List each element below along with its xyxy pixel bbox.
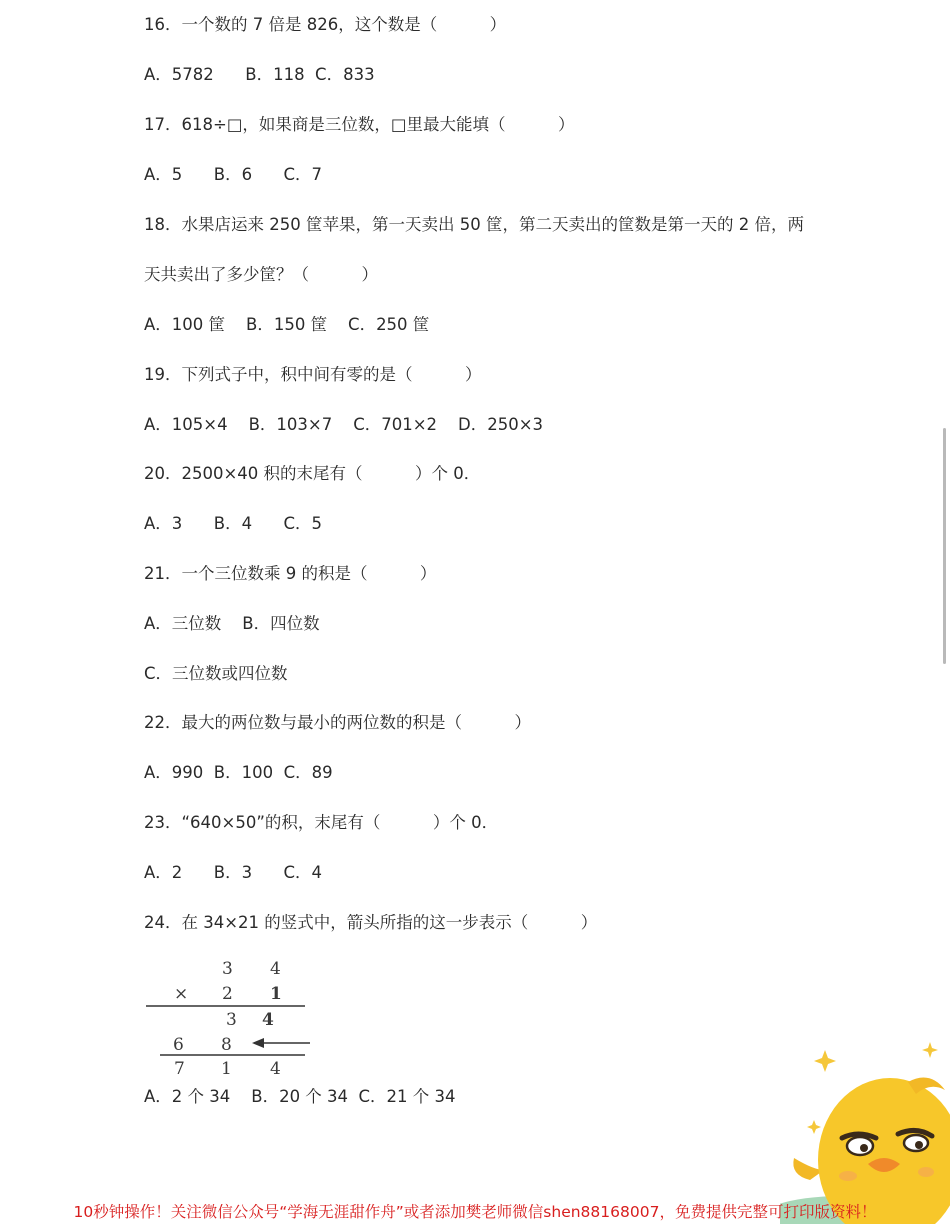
scrollbar-thumb[interactable]: [943, 428, 946, 664]
question-22: 22．最大的两位数与最小的两位数的积是（ ）: [144, 713, 531, 732]
options-21-ab: A．三位数 B．四位数: [144, 614, 320, 633]
options-18: A．100 筐 B．150 筐 C．250 筐: [144, 315, 430, 334]
calc-times-sign: ×: [174, 984, 189, 1004]
question-21: 21．一个三位数乘 9 的积是（ ）: [144, 564, 437, 583]
question-18-line2: 天共卖出了多少筐？（ ）: [144, 265, 378, 284]
blush-icon: [839, 1171, 857, 1181]
calc-digit: 2: [222, 984, 233, 1004]
calc-digit: 1: [270, 984, 282, 1004]
options-17: A．5 B．6 C．7: [144, 165, 323, 184]
chick-mascot-icon: [780, 1030, 950, 1224]
calc-digit: 6: [173, 1035, 184, 1055]
sparkle-icon: [814, 1050, 836, 1072]
options-16: A．5782 B．118 C．833: [144, 65, 375, 84]
options-24: A．2 个 34 B．20 个 34 C．21 个 34: [144, 1087, 456, 1106]
options-22: A．990 B．100 C．89: [144, 763, 333, 782]
calc-digit: 3: [226, 1010, 237, 1030]
sparkle-icon: [922, 1042, 938, 1058]
blush-icon: [918, 1167, 934, 1177]
question-20: 20．2500×40 积的末尾有（ ）个 0．: [144, 464, 481, 483]
question-23: 23．“640×50”的积，末尾有（ ）个 0．: [144, 813, 499, 832]
options-21-c: C．三位数或四位数: [144, 664, 288, 683]
question-24: 24．在 34×21 的竖式中，箭头所指的这一步表示（ ）: [144, 913, 598, 932]
eye-icon: [847, 1137, 873, 1155]
question-17: 17．618÷□，如果商是三位数，□里最大能填（ ）: [144, 115, 575, 134]
calc-digit: 1: [221, 1059, 232, 1079]
pupil-icon: [860, 1144, 868, 1152]
footer-notice: 10秒钟操作！关注微信公众号“学海无涯甜作舟”或者添加樊老师微信shen88168007，免费提供完整可打印版资料！: [73, 1203, 877, 1221]
arrow-left-icon: [252, 1038, 264, 1048]
calc-digit: 4: [262, 1010, 274, 1030]
calc-digit: 7: [174, 1059, 185, 1079]
vertical-multiplication: [140, 955, 320, 1083]
options-19: A．105×4 B．103×7 C．701×2 D．250×3: [144, 415, 544, 434]
calc-digit: 4: [270, 959, 281, 979]
calc-digit: 3: [222, 959, 233, 979]
question-19: 19．下列式子中，积中间有零的是（ ）: [144, 365, 482, 384]
options-23: A．2 B．3 C．4: [144, 863, 323, 882]
question-18-line1: 18．水果店运来 250 筐苹果，第一天卖出 50 筐，第二天卖出的筐数是第一天的 2 倍，两: [144, 215, 804, 234]
sparkle-icon: [807, 1120, 821, 1134]
options-20: A．3 B．4 C．5: [144, 514, 323, 533]
pupil-icon: [915, 1141, 923, 1149]
question-16: 16．一个数的 7 倍是 826，这个数是（ ）: [144, 15, 507, 34]
calc-digit: 8: [221, 1035, 232, 1055]
calc-digit: 4: [270, 1059, 281, 1079]
